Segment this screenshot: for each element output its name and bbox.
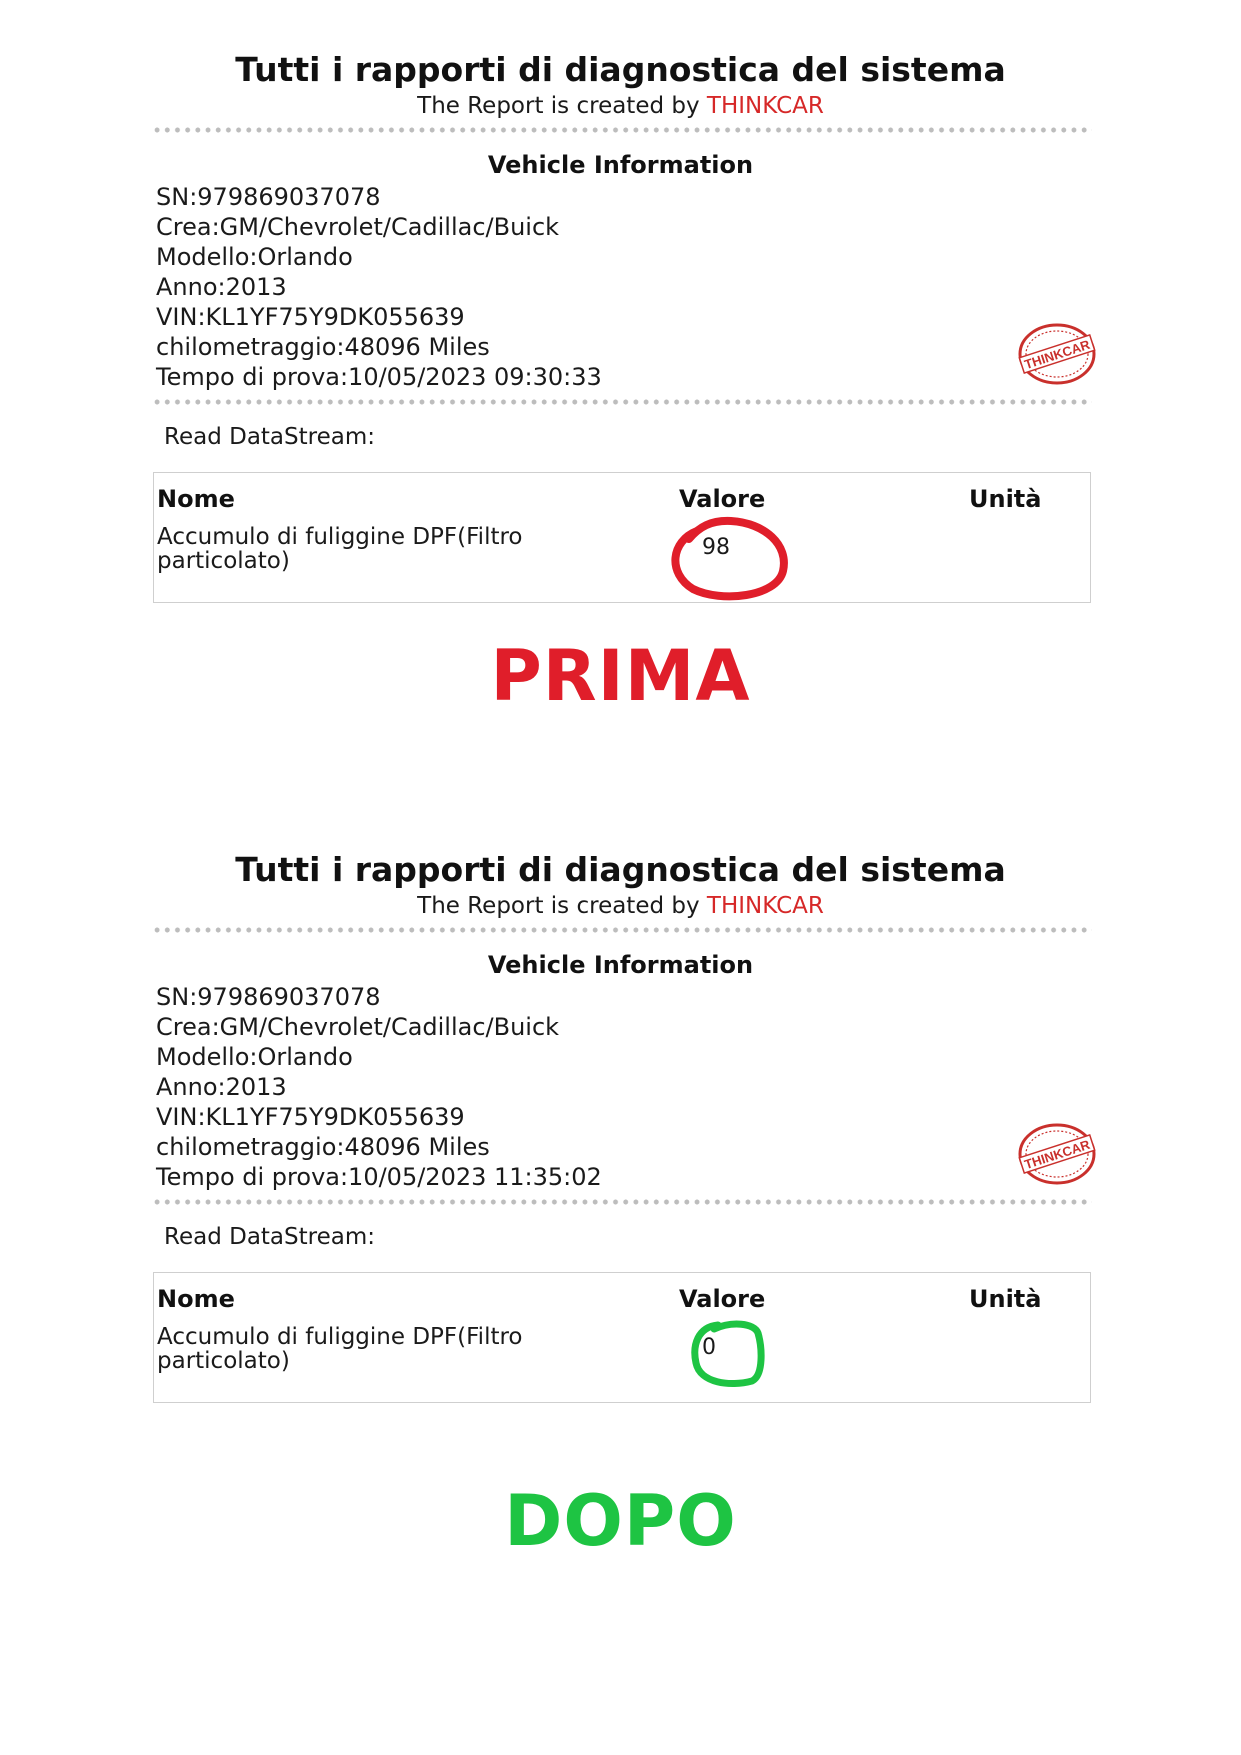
vehicle-info-list — [156, 182, 602, 392]
brand-name: THINKCAR — [706, 893, 824, 919]
dotted-divider — [152, 399, 1092, 405]
info-mileage: chilometraggio:48096 Miles — [156, 333, 490, 361]
info-test-time: Tempo di prova:10/05/2023 11:35:02 — [156, 1163, 602, 1191]
vehicle-info-list — [156, 982, 602, 1192]
after-label: DOPO — [504, 1480, 737, 1562]
green-highlight-circle-icon — [688, 1317, 766, 1391]
row-value: 98 — [702, 535, 730, 560]
info-serial-number: SN:979869037078 — [156, 983, 381, 1011]
row-name: Accumulo di fuliggine DPF(Filtro particolato) — [157, 524, 523, 574]
report-title: Tutti i rapporti di diagnostica del sistema — [235, 850, 1006, 889]
header-unita: Unità — [969, 1285, 1042, 1313]
header-nome: Nome — [157, 1285, 235, 1313]
subtitle-prefix: The Report is created by — [417, 93, 707, 119]
report-title: Tutti i rapporti di diagnostica del sistema — [235, 50, 1006, 89]
dotted-divider — [152, 127, 1092, 133]
report-subtitle — [0, 93, 1241, 119]
info-vin: VIN:KL1YF75Y9DK055639 — [156, 1103, 465, 1131]
row-name: Accumulo di fuliggine DPF(Filtro particolato) — [157, 1324, 523, 1374]
red-highlight-circle-icon — [659, 511, 789, 603]
info-model: Modello:Orlando — [156, 243, 353, 271]
datastream-label: Read DataStream: — [164, 1224, 375, 1250]
info-year: Anno:2013 — [156, 1073, 287, 1101]
header-nome: Nome — [157, 485, 235, 513]
datastream-table — [153, 1272, 1091, 1403]
info-make: Crea:GM/Chevrolet/Cadillac/Buick — [156, 1013, 560, 1041]
datastream-table — [153, 472, 1091, 603]
header-valore: Valore — [679, 485, 766, 513]
thinkcar-stamp-icon — [1016, 321, 1098, 387]
info-year: Anno:2013 — [156, 273, 287, 301]
stamp-text: THINKCAR — [1022, 1136, 1092, 1173]
dotted-divider — [152, 1199, 1092, 1205]
vehicle-info-heading: Vehicle Information — [487, 151, 754, 179]
brand-name: THINKCAR — [706, 93, 824, 119]
before-label: PRIMA — [490, 635, 751, 717]
info-model: Modello:Orlando — [156, 1043, 353, 1071]
info-serial-number: SN:979869037078 — [156, 183, 381, 211]
subtitle-prefix: The Report is created by — [417, 893, 707, 919]
dotted-divider — [152, 927, 1092, 933]
stamp-text: THINKCAR — [1022, 336, 1092, 373]
info-test-time: Tempo di prova:10/05/2023 09:30:33 — [156, 363, 602, 391]
info-mileage: chilometraggio:48096 Miles — [156, 1133, 490, 1161]
row-value: 0 — [702, 1335, 716, 1360]
header-unita: Unità — [969, 485, 1042, 513]
info-vin: VIN:KL1YF75Y9DK055639 — [156, 303, 465, 331]
info-make: Crea:GM/Chevrolet/Cadillac/Buick — [156, 213, 560, 241]
header-valore: Valore — [679, 1285, 766, 1313]
datastream-label: Read DataStream: — [164, 424, 375, 450]
thinkcar-stamp-icon — [1016, 1121, 1098, 1187]
vehicle-info-heading: Vehicle Information — [487, 951, 754, 979]
report-subtitle — [0, 893, 1241, 919]
